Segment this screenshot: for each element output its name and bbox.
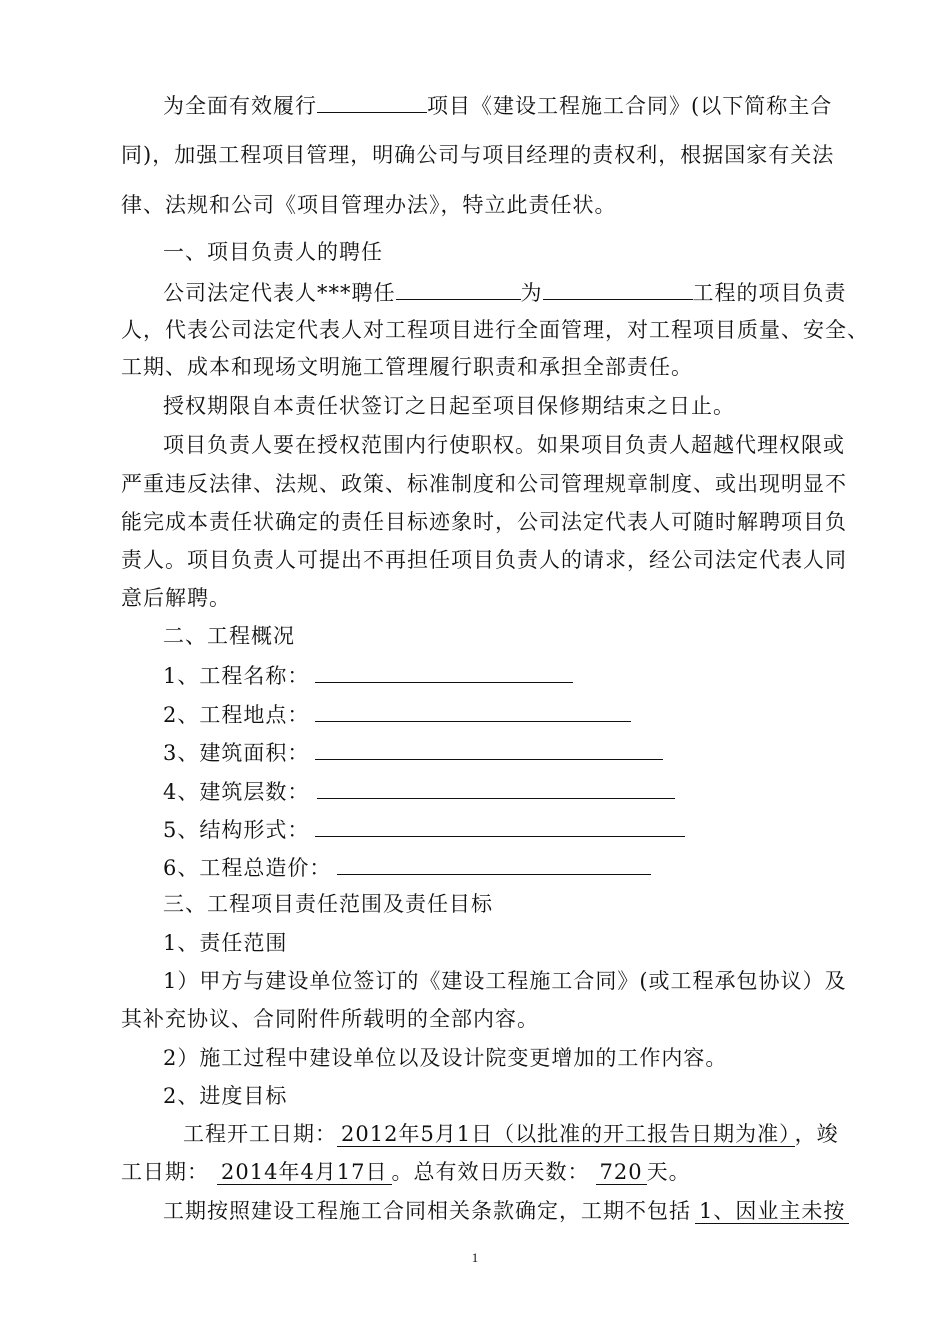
page-number: 1 xyxy=(471,1250,479,1265)
start-date-label: 工程开工日期： xyxy=(183,1122,337,1146)
duration-clause-text: 工期按照建设工程施工合同相关条款确定，工期不包括 xyxy=(163,1199,691,1223)
scope-item-1-line-2: 其补充协议、合同附件所载明的全部内容。 xyxy=(121,1007,539,1031)
intro-line-1 xyxy=(163,90,832,120)
completion-date-label: 工日期： xyxy=(121,1160,209,1184)
project-blank[interactable] xyxy=(543,277,693,300)
project-name-blank[interactable] xyxy=(317,90,427,113)
section-1-line-9: 意后解聘。 xyxy=(121,586,231,610)
start-date-tail: ，竣 xyxy=(794,1122,839,1146)
project-name-item xyxy=(163,660,573,690)
building-area-label: 3、建筑面积： xyxy=(163,741,310,765)
scope-item-2: 2）施工过程中建设单位以及设计院变更增加的工作内容。 xyxy=(163,1046,728,1070)
section-1-heading: 一、项目负责人的聘任 xyxy=(163,240,383,264)
completion-date-value[interactable]: 2014年4月17日 xyxy=(217,1160,392,1185)
total-days-label: 。总有效日历天数： xyxy=(391,1160,590,1184)
completion-date-line xyxy=(121,1158,691,1186)
intro-text-b: 项目《建设工程施工合同》(以下简称主合 xyxy=(427,94,833,118)
structure-type-field[interactable] xyxy=(315,814,685,837)
total-cost-label: 6、工程总造价： xyxy=(163,856,332,880)
appoint-text-c: 工程的项目负责 xyxy=(692,281,847,305)
start-date-line xyxy=(183,1120,839,1148)
intro-line-3: 律、法规和公司《项目管理办法》，特立此责任状。 xyxy=(121,193,617,217)
appoint-text-a: 公司法定代表人***聘任 xyxy=(163,281,396,305)
duration-exclusion-value[interactable]: 1、因业主未按 xyxy=(695,1199,849,1224)
section-1-line-3: 工期、成本和现场文明施工管理履行职责和承担全部责任。 xyxy=(121,355,693,379)
intro-text-a: 为全面有效履行 xyxy=(163,94,317,118)
section-1-line-4: 授权期限自本责任状签订之日起至项目保修期结束之日止。 xyxy=(163,394,735,418)
section-2-heading: 二、工程概况 xyxy=(163,624,295,648)
section-1-line-7: 能完成本责任状确定的责任目标迹象时，公司法定代表人可随时解聘项目负 xyxy=(121,510,847,534)
appoint-text-b: 为 xyxy=(520,281,543,305)
section-3-heading: 三、工程项目责任范围及责任目标 xyxy=(163,892,493,916)
structure-type-label: 5、结构形式： xyxy=(163,818,310,842)
intro-line-2: 同)，加强工程项目管理，明确公司与项目经理的责权利，根据国家有关法 xyxy=(121,143,835,167)
project-location-item xyxy=(163,699,631,729)
appointee-blank[interactable] xyxy=(396,277,521,300)
duration-clause-line xyxy=(163,1197,849,1225)
building-floors-item xyxy=(163,776,675,806)
section-1-line-1 xyxy=(163,277,847,307)
project-location-field[interactable] xyxy=(315,699,631,722)
project-name-field[interactable] xyxy=(315,660,573,683)
building-area-field[interactable] xyxy=(315,737,663,760)
structure-type-item xyxy=(163,814,685,844)
total-days-unit: 天。 xyxy=(646,1160,691,1184)
total-days-value[interactable]: 720 xyxy=(596,1160,647,1185)
responsibility-scope-heading: 1、责任范围 xyxy=(163,931,288,955)
section-1-line-2: 人，代表公司法定代表人对工程项目进行全面管理，对工程项目质量、安全、 xyxy=(121,318,869,342)
section-1-line-5: 项目负责人要在授权范围内行使职权。如果项目负责人超越代理权限或 xyxy=(163,433,845,457)
total-cost-item xyxy=(163,852,651,882)
building-floors-label: 4、建筑层数： xyxy=(163,780,310,804)
section-1-line-8: 责人。项目负责人可提出不再担任项目负责人的请求，经公司法定代表人同 xyxy=(121,548,847,572)
schedule-target-heading: 2、进度目标 xyxy=(163,1084,288,1108)
scope-item-1-line-1: 1）甲方与建设单位签订的《建设工程施工合同》(或工程承包协议）及 xyxy=(163,969,847,993)
building-floors-field[interactable] xyxy=(317,776,675,799)
start-date-value[interactable]: 2012年5月1日（以批准的开工报告日期为准） xyxy=(337,1122,795,1147)
building-area-item xyxy=(163,737,663,767)
total-cost-field[interactable] xyxy=(337,852,651,875)
project-name-label: 1、工程名称： xyxy=(163,664,310,688)
project-location-label: 2、工程地点： xyxy=(163,703,310,727)
section-1-line-6: 严重违反法律、法规、政策、标准制度和公司管理规章制度、或出现明显不 xyxy=(121,472,847,496)
